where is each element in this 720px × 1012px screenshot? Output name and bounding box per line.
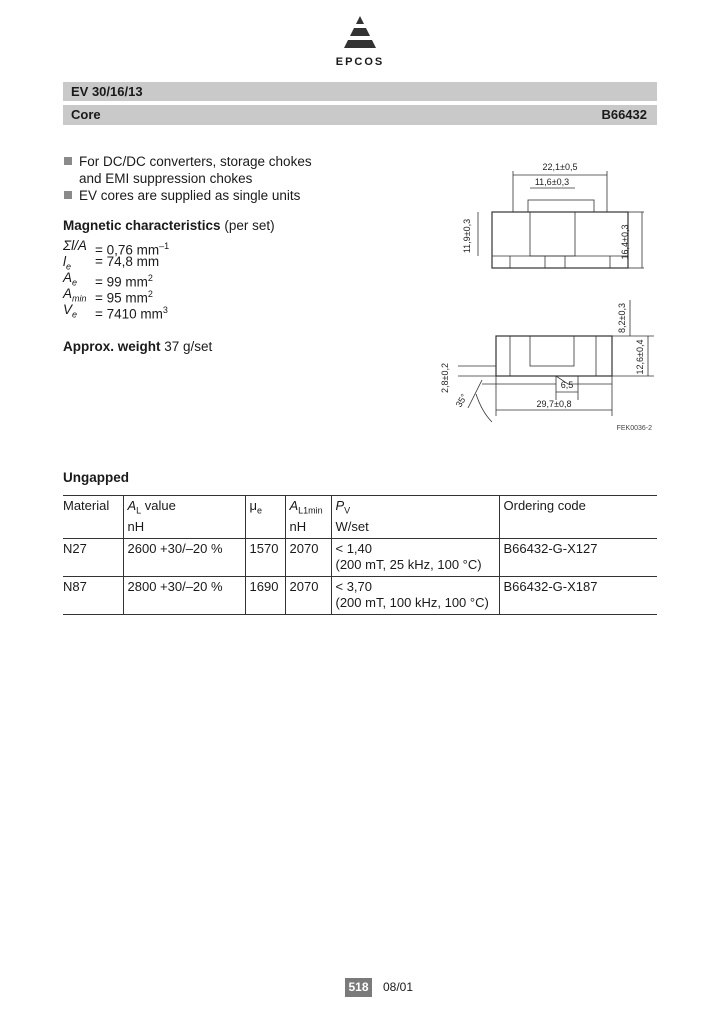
dim-16-4: 16,4±0,3 [620,224,630,260]
ungapped-heading: Ungapped [63,470,129,485]
page-number: 518 [345,978,372,997]
list-item: For DC/DC converters, storage chokes [63,153,403,170]
dim-6-5: 6,5 [560,380,574,390]
dim-angle: 35° [453,392,470,409]
dim-11-9: 11,9±0,3 [462,218,472,254]
magnetic-row: $l_e$ = 74,8 mm [63,254,160,272]
drawing-reference: FEK0036-2 [616,425,652,432]
magnetic-row: Σl/A = 0,76 $mm^{-1}$ [63,238,170,258]
table-row: N87 2800 +30/–20 % 1690 2070 < 3,70 (200 mT, 100 kHz, 100 °C) B66432-G-X187 [63,576,657,614]
issue-date: 08/01 [383,980,414,994]
col-almin: $A_{L1min}$ nH [285,496,331,539]
ungapped-table [63,495,657,615]
feature-list [63,153,403,204]
bullet-square-icon [64,157,72,165]
category-bar [63,105,657,125]
list-item: EV cores are supplied as single units [63,187,403,204]
bullet-square-icon [64,191,72,199]
col-al: $A_L$ value nH [123,496,245,539]
magnetic-row: $A_{min}$ = 95 $mm^2$ [63,286,153,306]
col-ordering-code: Ordering code [499,496,657,539]
col-pv: $P_V$ W/set [331,496,499,539]
category-label: Core [71,107,101,122]
magnetic-row: $V_e$ = 7410 $mm^3$ [63,302,168,322]
col-mu: $\mu_e$ [245,496,285,539]
dim-11-6: 11,6±0,3 [534,177,570,187]
brand-name: EPCOS [335,56,385,68]
core-dimension-drawing [430,150,660,435]
col-material: Material [63,496,123,539]
list-item-continuation: and EMI suppression chokes [79,171,253,186]
table-row: N27 2600 +30/–20 % 1570 2070 < 1,40 (200 mT, 25 kHz, 100 °C) B66432-G-X127 [63,538,657,576]
dim-29-7: 29,7±0,8 [536,399,572,409]
dim-2-8: 2,8±0,2 [440,363,450,393]
magnetic-values [63,238,170,322]
part-number: B66432 [601,107,647,122]
approx-weight: Approx. weight 37 g/set [63,339,213,354]
magnetic-row: $A_e$ = 99 $mm^2$ [63,270,153,290]
magnetic-heading: Magnetic characteristics (per set) [63,218,275,233]
product-title-bar [63,82,657,101]
dim-22-1: 22,1±0,5 [542,162,578,172]
product-title: EV 30/16/13 [71,84,143,99]
table-header-row [63,496,657,539]
dim-8-2: 8,2±0,3 [617,303,627,333]
dim-12-6: 12,6±0,4 [635,339,645,375]
